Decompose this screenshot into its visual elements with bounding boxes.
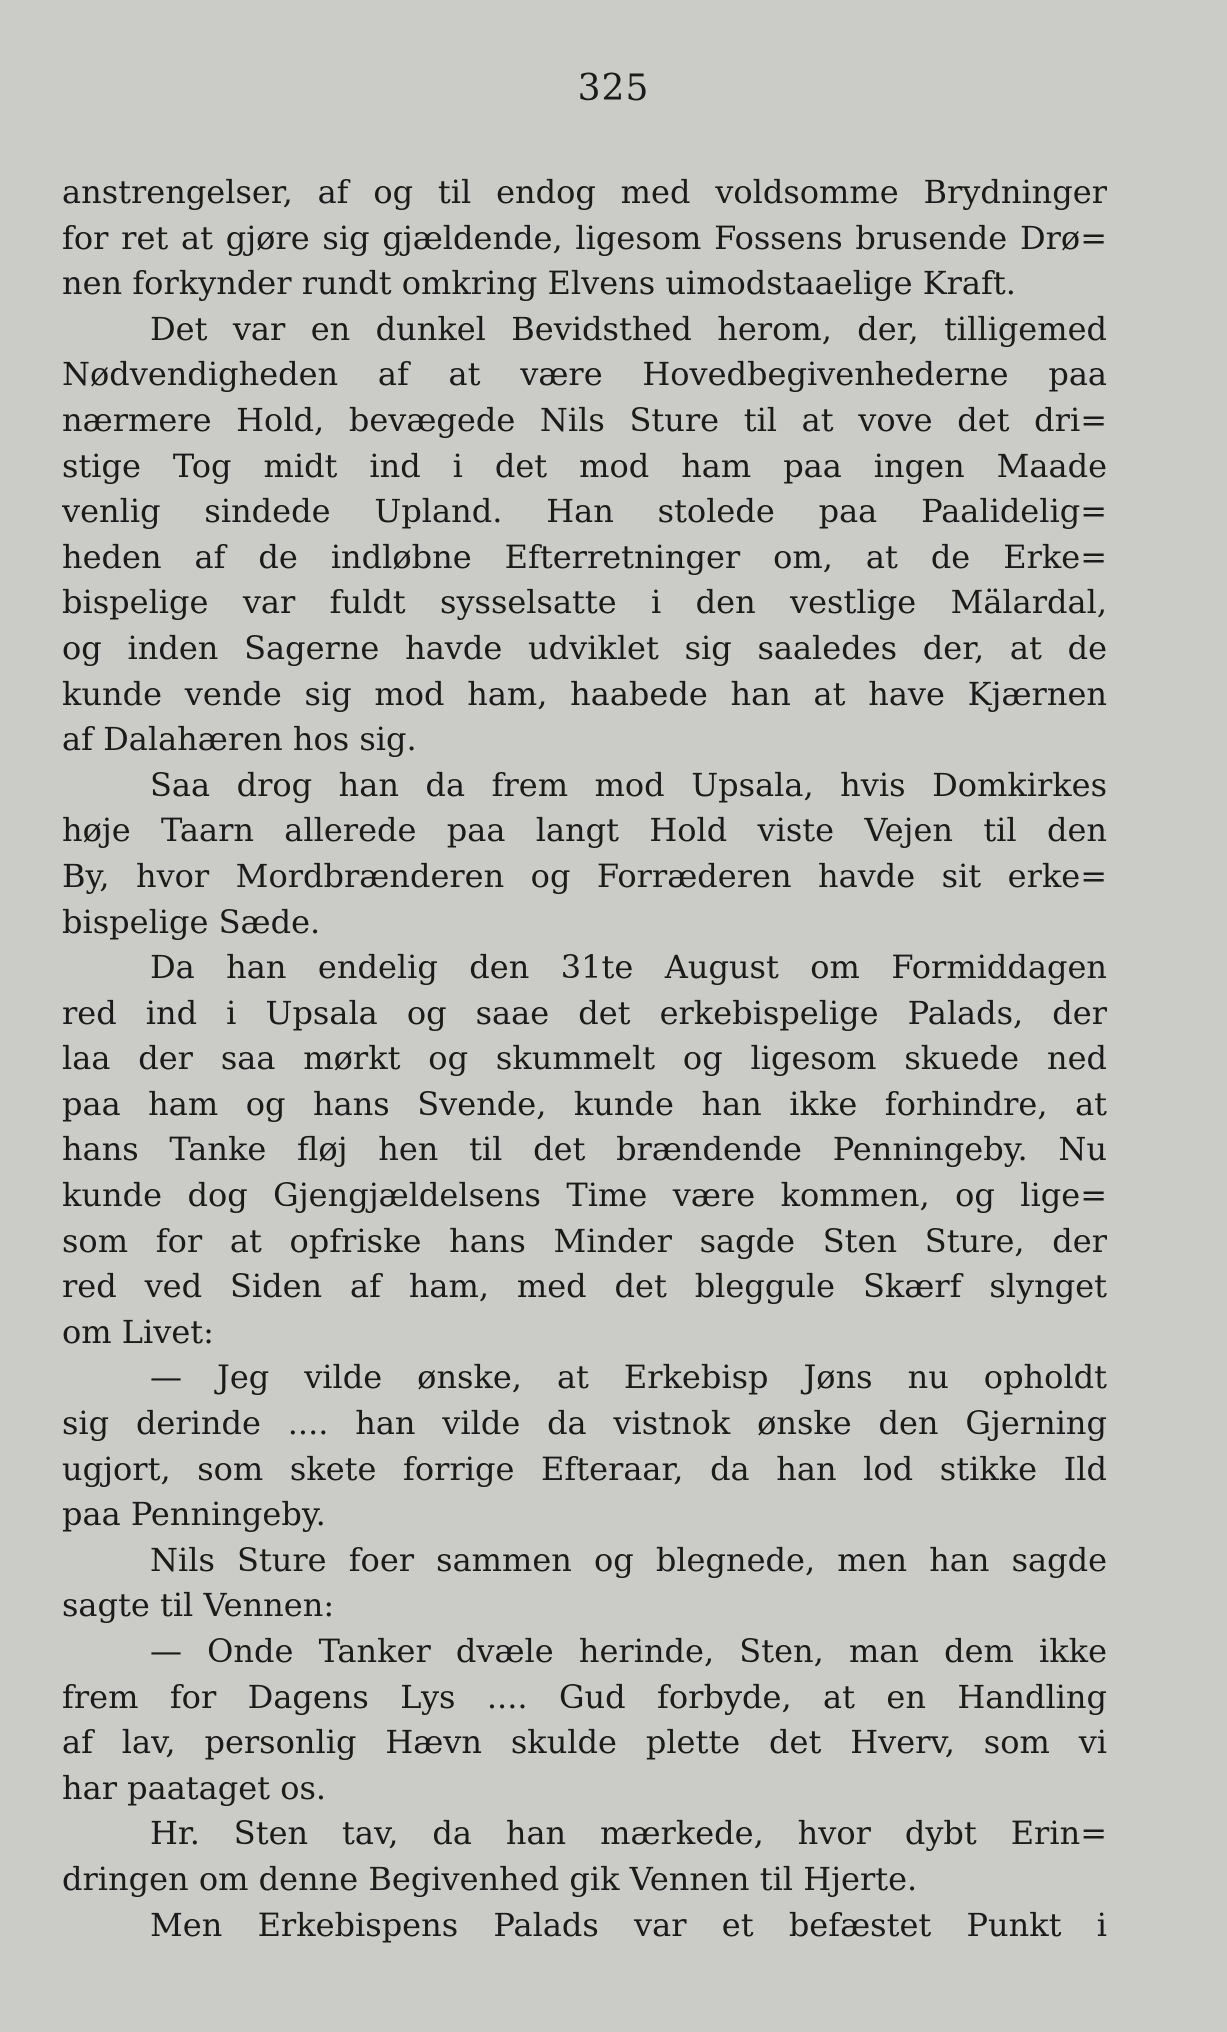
text-line: nen forkynder rundt omkring Elvens uimodstaaelige Kraft. <box>62 264 1016 303</box>
text-line: Nødvendigheden af at være Hovedbegivenhederne paa <box>62 355 1107 394</box>
text-line: bispelige var fuldt sysselsatte i den vestlige Mälardal, <box>62 583 1107 622</box>
text-line: — Onde Tanker dvæle herinde, Sten, man dem ikke <box>150 1632 1107 1670</box>
text-line: Saa drog han da frem mod Upsala, hvis Domkirkes <box>150 765 1107 804</box>
text-line: anstrengelser, af og til endog med voldsomme Brydninger <box>62 173 1107 211</box>
text-line: Hr. Sten tav, da han mærkede, hvor dybt Erin= <box>150 1814 1107 1853</box>
text-line: By, hvor Mordbrænderen og Forræderen havde sit erke= <box>62 856 1107 895</box>
text-line: stige Tog midt ind i det mod ham paa ingen Maade <box>62 446 1107 485</box>
text-line: kunde dog Gjengjældelsens Time være kommen, og lige= <box>62 1176 1107 1215</box>
text-line: sagte til Vennen: <box>62 1586 335 1625</box>
text-line: red ind i Upsala og saae det erkebispelige Palads, der <box>62 993 1107 1032</box>
text-line: for ret at gjøre sig gjældende, ligesom Fossens brusende Drø= <box>62 218 1107 257</box>
text-line: høje Taarn allerede paa langt Hold viste Vejen til den <box>62 811 1107 850</box>
page-number: 325 <box>577 68 650 109</box>
text-line: Men Erkebispens Palads var et befæstet Punkt i <box>150 1905 1107 1944</box>
body-text <box>62 170 1107 1948</box>
text-line: af lav, personlig Hævn skulde plette det Hverv, som vi <box>62 1723 1107 1762</box>
text-line: heden af de indløbne Efterretninger om, at de Erke= <box>62 537 1107 576</box>
text-line: sig derinde .... han vilde da vistnok ønske den Gjerning <box>62 1404 1107 1443</box>
text-line: som for at opfriske hans Minder sagde Sten Sture, der <box>62 1221 1107 1260</box>
text-line: frem for Dagens Lys .... Gud forbyde, at en Handling <box>62 1677 1107 1716</box>
text-line: af Dalahæren hos sig. <box>62 720 417 759</box>
text-line: ugjort, som skete forrige Efteraar, da han lod stikke Ild <box>62 1449 1107 1488</box>
text-line: venlig sindede Upland. Han stolede paa Paalidelig= <box>62 492 1107 531</box>
text-line: — Jeg vilde ønske, at Erkebisp Jøns nu opholdt <box>150 1358 1107 1397</box>
text-line: Nils Sture foer sammen og blegnede, men han sagde <box>150 1540 1107 1579</box>
text-line: Det var en dunkel Bevidsthed herom, der, tilligemed <box>150 309 1107 348</box>
text-line: paa Penningeby. <box>62 1495 326 1534</box>
text-line: red ved Siden af ham, med det bleggule Skærf slynget <box>62 1267 1107 1306</box>
text-line: har paataget os. <box>62 1768 327 1807</box>
text-line: nærmere Hold, bevægede Nils Sture til at vove det dri= <box>62 400 1107 439</box>
text-line: hans Tanke fløj hen til det brændende Penningeby. Nu <box>62 1130 1107 1169</box>
text-line: om Livet: <box>62 1312 214 1351</box>
text-line: kunde vende sig mod ham, haabede han at have Kjærnen <box>62 674 1107 713</box>
text-line: laa der saa mørkt og skummelt og ligesom skuede ned <box>62 1039 1107 1078</box>
text-line: og inden Sagerne havde udviklet sig saaledes der, at de <box>62 628 1107 667</box>
text-line: Da han endelig den 31te August om Formiddagen <box>150 948 1107 987</box>
text-line: dringen om denne Begivenhed gik Vennen til Hjerte. <box>62 1859 918 1898</box>
text-line: paa ham og hans Svende, kunde han ikke forhindre, at <box>62 1084 1107 1123</box>
text-line: bispelige Sæde. <box>62 902 321 941</box>
